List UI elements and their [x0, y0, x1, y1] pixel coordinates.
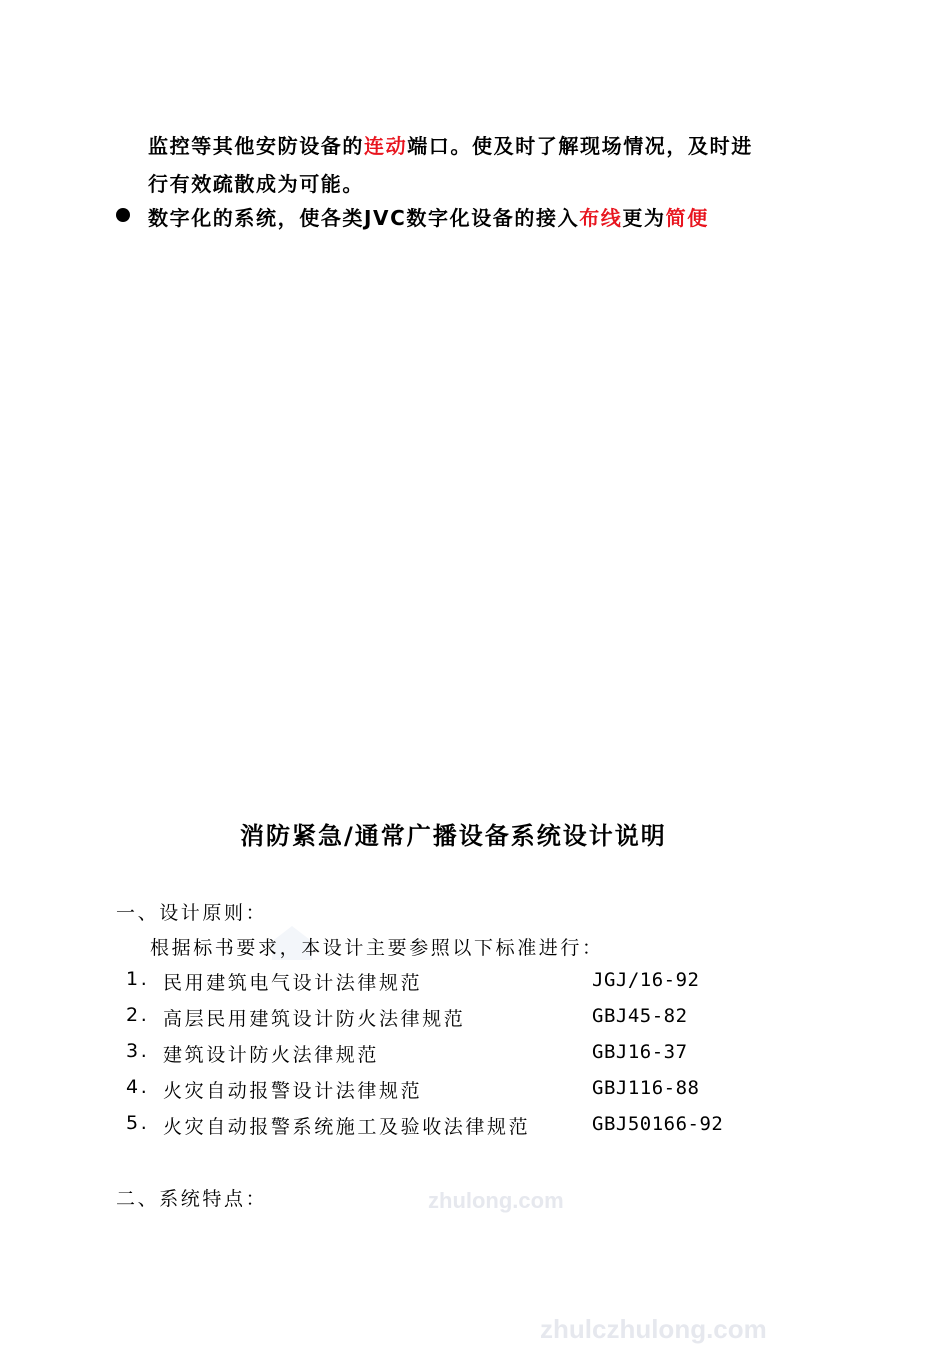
standard-code: GBJ16-37 — [592, 1041, 688, 1063]
highlight-text: 简便 — [665, 206, 709, 230]
section2-heading: 二、系统特点： — [116, 1188, 268, 1210]
standard-name: 火灾自动报警设计法律规范 — [163, 1080, 423, 1102]
highlight-text: 连动 — [364, 134, 408, 158]
section-title: 消防紧急/通常广播设备系统设计说明 — [240, 822, 667, 850]
standard-code: GBJ50166-92 — [592, 1113, 724, 1135]
watermark-text: zhulczhulong.com — [540, 1314, 767, 1344]
standard-code: JGJ/16-92 — [592, 969, 700, 991]
text-segment: 更为 — [622, 206, 666, 230]
text-segment: 端口。使及时了解现场情况，及时进 — [407, 134, 753, 158]
standard-name: 建筑设计防火法律规范 — [163, 1044, 380, 1066]
section1-intro: 根据标书要求，本设计主要参照以下标准进行： — [150, 937, 604, 959]
standard-number: 1. — [126, 968, 150, 990]
paragraph-line-1 — [148, 130, 753, 159]
standard-number: 4. — [126, 1076, 150, 1098]
watermark-text: zhulong.com — [428, 1188, 564, 1213]
paragraph-line-2: 行有效疏散成为可能。 — [148, 172, 364, 196]
standard-code: GBJ116-88 — [592, 1077, 700, 1099]
standard-number: 3. — [126, 1040, 150, 1062]
highlight-text: 布线 — [579, 206, 623, 230]
standard-number: 5. — [126, 1112, 150, 1134]
bullet-line — [148, 202, 709, 231]
text-segment: 数字化的系统，使各类JVC数字化设备的接入 — [148, 206, 580, 230]
text-segment: 监控等其他安防设备的 — [148, 134, 364, 158]
standard-code: GBJ45-82 — [592, 1005, 688, 1027]
standard-name: 民用建筑电气设计法律规范 — [163, 972, 423, 994]
standard-name: 高层民用建筑设计防火法律规范 — [163, 1008, 466, 1030]
standard-number: 2. — [126, 1004, 150, 1026]
standard-name: 火灾自动报警系统施工及验收法律规范 — [163, 1116, 531, 1138]
section1-heading: 一、设计原则： — [116, 902, 268, 924]
bullet-icon — [116, 208, 130, 222]
